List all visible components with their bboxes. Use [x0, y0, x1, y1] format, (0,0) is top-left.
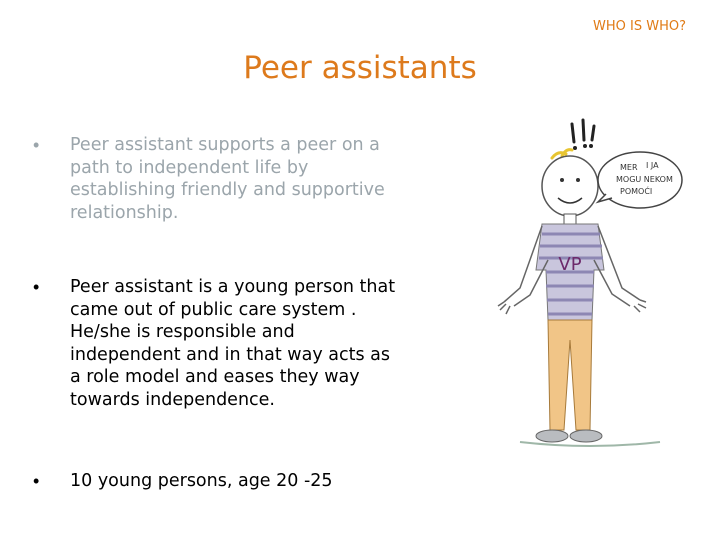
- peer-assistant-illustration: [490, 110, 690, 455]
- speech-bubble-icon: [598, 152, 682, 208]
- exclamation-marks-icon: [572, 120, 594, 150]
- trousers-icon: [548, 320, 592, 430]
- bullet-text-2: Peer assistant is a young person that came out of public care system . He/she is responsible and independent and in that way acts as a role model and eases they way towards independence.: [70, 277, 396, 410]
- shirt-logo: VP: [558, 254, 582, 275]
- bullet-marker: •: [33, 277, 40, 297]
- striped-shirt-icon: [536, 224, 604, 320]
- head-icon: [542, 156, 598, 216]
- shoes-icon: [536, 430, 602, 442]
- speech-text-4: POMOĆI: [620, 187, 653, 196]
- speech-text-3: MOGU NEKOM: [616, 175, 673, 184]
- speech-text-2: I JA: [646, 161, 659, 170]
- bullet-text-1: Peer assistant supports a peer on a path to independent life by establishing friendly and supportive relationship.: [70, 135, 385, 223]
- section-label: WHO IS WHO?: [593, 19, 686, 34]
- slide-title: Peer assistants: [243, 50, 477, 86]
- bullet-marker: •: [33, 135, 40, 155]
- bullet-marker: •: [33, 471, 40, 491]
- bullet-text-3: 10 young persons, age 20 -25: [70, 471, 333, 491]
- speech-text-1: MER: [620, 163, 638, 172]
